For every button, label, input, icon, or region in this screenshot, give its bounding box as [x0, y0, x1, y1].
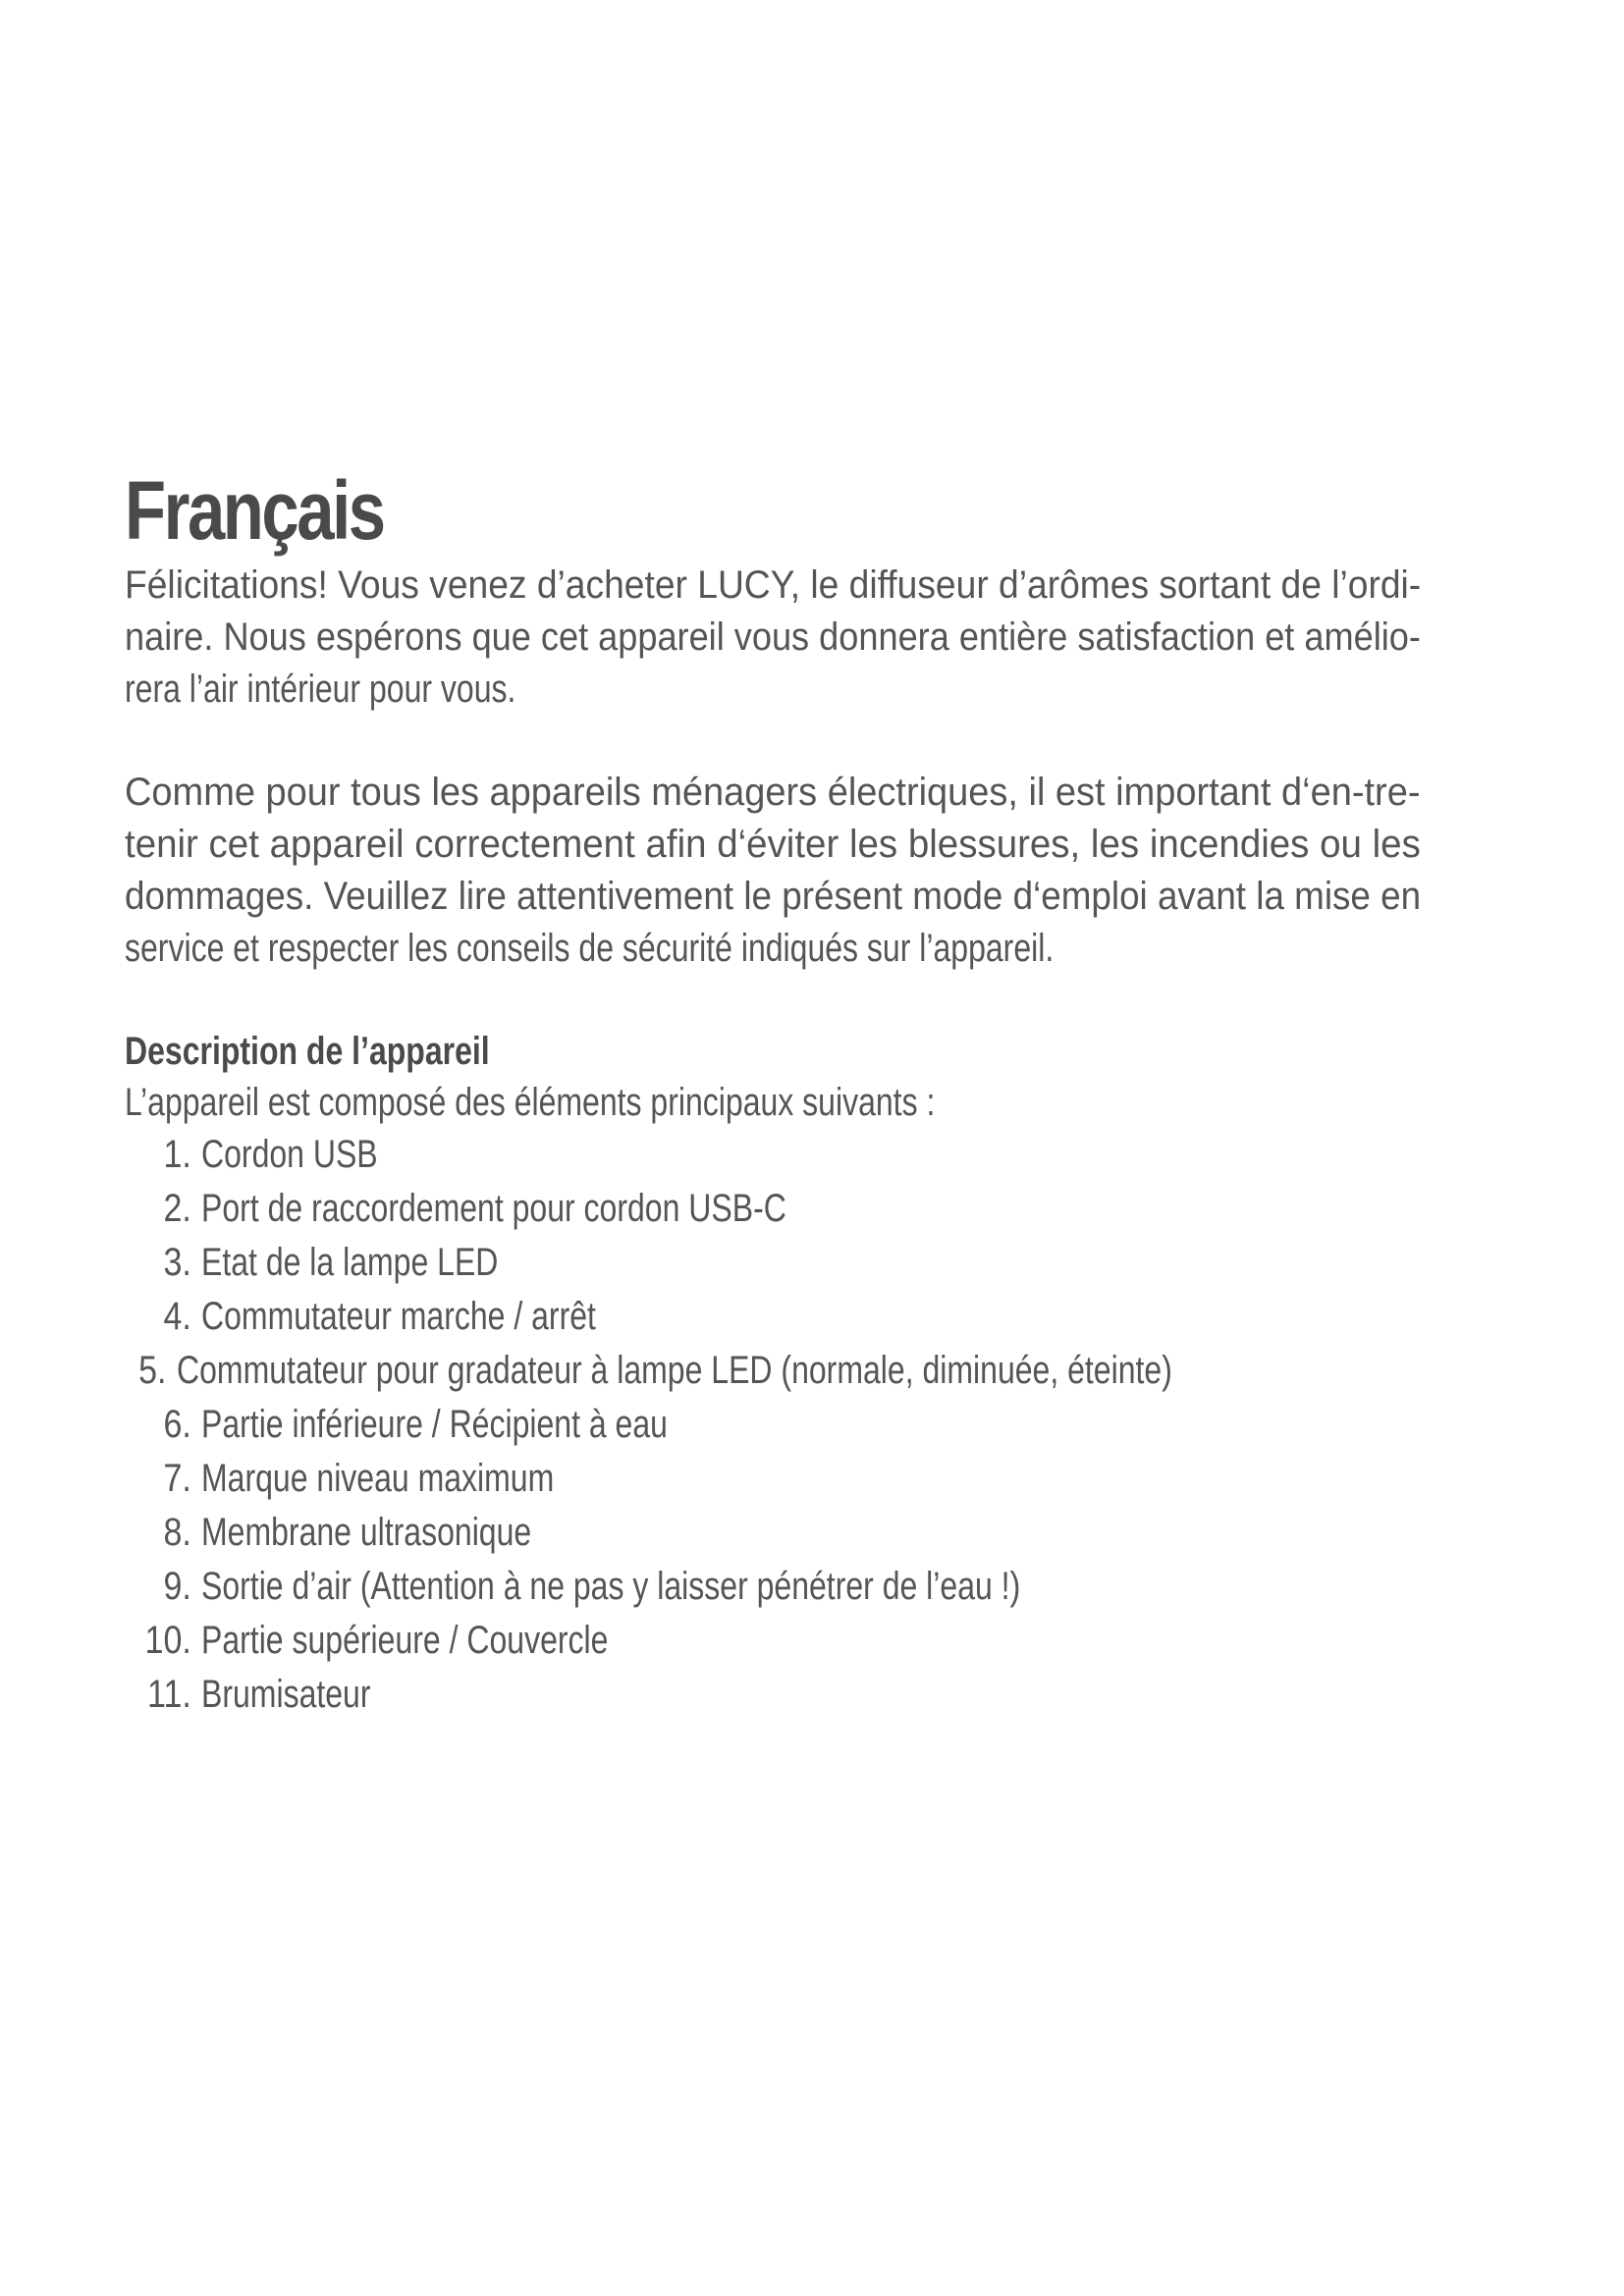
list-item — [125, 1344, 1421, 1398]
item-number: 8. — [163, 1511, 191, 1554]
item-text: Cordon USB — [201, 1133, 378, 1176]
list-item — [125, 1506, 1421, 1560]
paragraph-line: naire. Nous espérons que cet appareil vous donnera entière satisfaction et amélio- — [125, 615, 1421, 659]
item-number: 11. — [147, 1673, 191, 1716]
item-text: Etat de la lampe LED — [201, 1241, 499, 1284]
item-number: 4. — [163, 1295, 191, 1338]
section-intro-text: L’appareil est composé des éléments principaux suivants : — [125, 1081, 936, 1124]
list-item — [125, 1236, 1421, 1290]
item-number: 2. — [163, 1187, 191, 1230]
item-text: Port de raccordement pour cordon USB-C — [201, 1187, 786, 1230]
paragraph-line: tenir cet appareil correctement afin d‘éviter les blessures, les incendies ou les — [125, 823, 1421, 866]
item-text: Commutateur marche / arrêt — [201, 1295, 596, 1338]
item-number: 9. — [163, 1565, 191, 1608]
item-number: 7. — [163, 1457, 191, 1500]
item-number: 1. — [163, 1133, 191, 1176]
section-heading — [125, 1026, 1421, 1077]
item-text: Partie inférieure / Récipient à eau — [201, 1403, 668, 1446]
list-item — [125, 1290, 1421, 1344]
list-item — [125, 1560, 1421, 1614]
item-text: Commutateur pour gradateur à lampe LED (normale, diminuée, éteinte) — [176, 1349, 1172, 1392]
item-number: 3. — [163, 1241, 191, 1284]
list-item — [125, 1128, 1421, 1182]
item-number: 5. — [138, 1349, 167, 1392]
list-item — [125, 1668, 1421, 1722]
item-text: Marque niveau maximum — [201, 1457, 555, 1500]
paragraph-line: rera l’air intérieur pour vous. — [125, 667, 516, 711]
page-title: Français — [125, 464, 384, 557]
item-number: 10. — [144, 1619, 191, 1662]
list-item — [125, 1614, 1421, 1668]
list-item — [125, 1452, 1421, 1506]
item-text: Partie supérieure / Couvercle — [201, 1619, 609, 1662]
list-item — [125, 1398, 1421, 1452]
paragraph-line: Félicitations! Vous venez d’acheter LUCY, le diffuseur d’arômes sortant de l’ordi- — [125, 563, 1422, 607]
item-text: Membrane ultrasonique — [201, 1511, 532, 1554]
item-text: Sortie d’air (Attention à ne pas y laisser pénétrer de l’eau !) — [201, 1565, 1021, 1608]
paragraph-line: Comme pour tous les appareils ménagers électriques, il est important d‘en-tre- — [125, 771, 1421, 814]
component-list — [125, 1128, 1421, 1722]
document-page — [125, 461, 1421, 1722]
item-text: Brumisateur — [201, 1673, 371, 1716]
list-item — [125, 1182, 1421, 1236]
item-number: 6. — [163, 1403, 191, 1446]
paragraph-line: dommages. Veuillez lire attentivement le présent mode d‘emploi avant la mise en — [125, 875, 1422, 918]
intro-paragraph — [125, 560, 1421, 716]
section-heading-text: Description de l’appareil — [125, 1030, 490, 1073]
safety-paragraph — [125, 767, 1421, 975]
section-intro — [125, 1077, 1421, 1128]
paragraph-line: service et respecter les conseils de sécurité indiqués sur l’appareil. — [125, 927, 1055, 970]
